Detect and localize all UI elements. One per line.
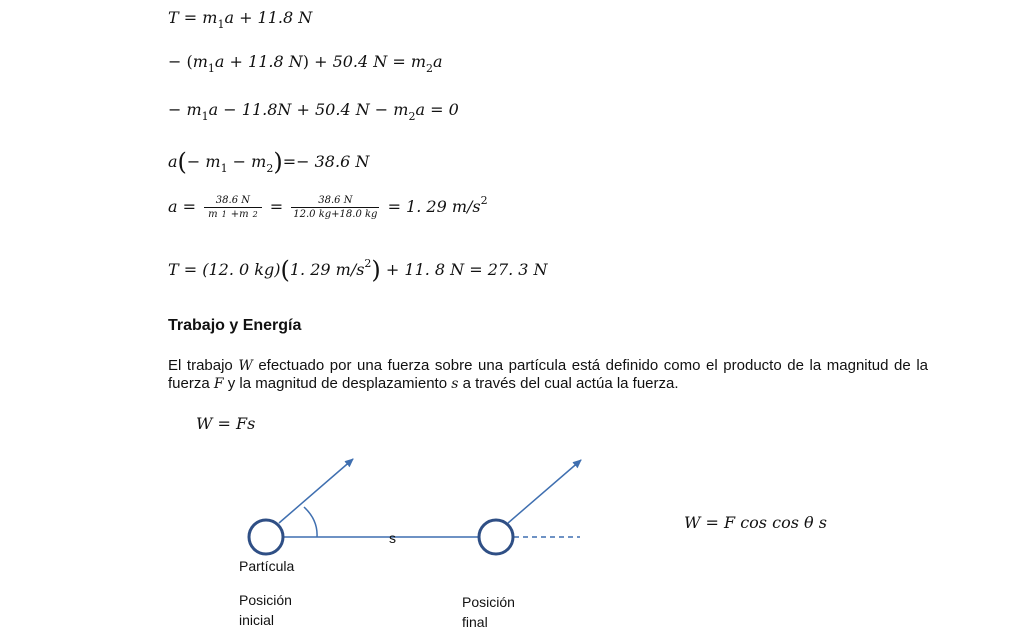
work-angle-formula: W = F cos cos θ s: [684, 513, 827, 532]
fraction-numeric: $\frac{38.6 N}{12.0 kg+18.0 kg}$: [293, 195, 378, 220]
equation-acceleration: a = $\frac{38.6 N}{m 1 +m 2}$ = $\frac{38.6 N}{12.0 kg+18.0 kg}$ = 1. 29 $m/s^2$: [168, 194, 488, 220]
force-arrow-initial: [279, 459, 353, 523]
force-arrow-final: [508, 460, 581, 523]
final-position-label: Posición final: [462, 594, 515, 630]
particle-initial-circle: [249, 520, 283, 554]
equation-substitution: − ($m_1a + 11.8$ N) + 50.4 $N = m_2a$: [168, 52, 443, 75]
particle-final-circle: [479, 520, 513, 554]
equation-tension-result: T = (12. 0 kg)(1. 29 $m/s^2) + 11$. 8 N = 27. 3 N: [168, 256, 548, 284]
section-heading: Trabajo y Energía: [168, 317, 302, 334]
work-formula: W = Fs: [196, 414, 256, 433]
initial-position-label: Posición inicial: [239, 592, 292, 628]
angle-arc: [304, 507, 317, 537]
particle-label: Partícula: [239, 558, 295, 574]
equation-tension: $T = m_1a + 11.8$ N: [168, 8, 313, 31]
equation-expanded: − $m_1a - 11.8N + 50.4$ $N - m_2a = 0$: [168, 100, 459, 123]
equation-factored: $a(- m_1 - m_2)=- 38.6$ N: [168, 148, 370, 176]
displacement-label: s: [389, 530, 396, 546]
fraction-symbolic: $\frac{38.6 N}{m 1 +m 2}$: [204, 195, 262, 220]
work-definition-paragraph: El trabajo W efectuado por una fuerza sobre una partícula está definido como el producto de la magnitud de la fuerza F y la magnitud de desplazamiento s a través del cual actúa la fuerza.: [168, 357, 928, 392]
